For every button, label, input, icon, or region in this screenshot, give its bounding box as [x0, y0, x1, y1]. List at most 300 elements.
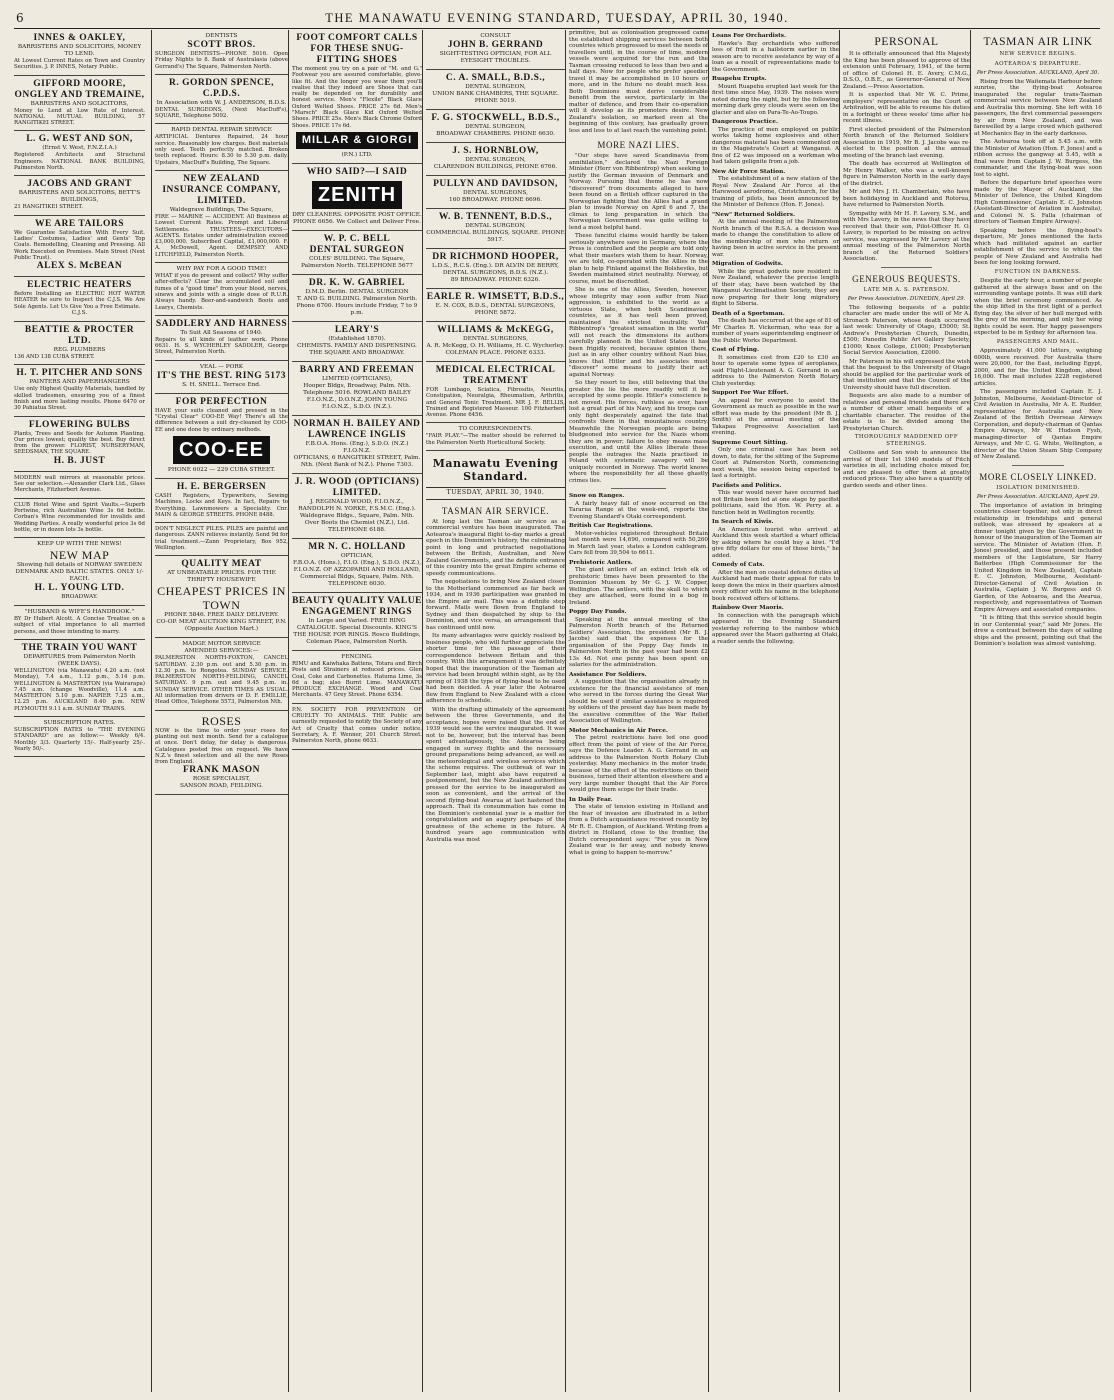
snippet-text: Only one criminal case has been set down, to date, for the sitting of the Supreme Court at Palmerston North, commencing next week, the session being expected to last a fortnight. [712, 447, 839, 479]
news-snippet [569, 797, 708, 857]
news-snippet [569, 560, 708, 607]
column-2-advertisements [151, 30, 288, 1392]
article-subheading: NEW SERVICE BEGINS. [999, 51, 1077, 57]
ad-subheading: In Association with W. J. ANDERSON, B.D.S. [156, 99, 287, 106]
ad-heading: WILLIAMS & McKEGG, [437, 325, 554, 335]
page-number: 6 [16, 11, 25, 25]
ad-subheading: (Ernst V. West, F.N.Z.I.A.) [42, 145, 117, 152]
article-headline: TASMAN AIR SERVICE. [441, 505, 550, 516]
ad-subheading: NEW MAP [49, 548, 110, 563]
article-paragraph: The negotiations to bring New Zealand closer to the Motherland commenced as far back as 1934, and in 1936 participation was granted in the Empire air mail. This was a definite step forward. Mails were flown from England to Sydney and then despatched by ship to the Dominion, and vice versa, an arrangement that has continued until now. [426, 579, 565, 631]
ad-heading: H. T. PITCHER AND SONS [16, 368, 143, 379]
ad-heading: W. P. C. BELL [323, 233, 391, 244]
ad-perfection [155, 394, 288, 479]
snippet-text: An American tourist who arrived at Auckland this week startled a wharf official by asking where he could buy a kiwi. "I'd give fifty dollars for one of those birds," he added. [712, 526, 839, 559]
ad-text: BROADWAY CHAMBERS. PHONE 6630. [436, 131, 555, 137]
ad-subheading: ALEX S. McBEAN [36, 261, 123, 272]
ad-heading: KEEP UP WITH THE NEWS! [37, 541, 122, 548]
ad-heading: FENCING. [341, 653, 373, 660]
page-masthead [14, 8, 1100, 29]
ad-wimsett [426, 289, 565, 322]
ad-tailors [14, 216, 145, 277]
ad-text: WHAT if you do present and collect? Why suffer after-effects? Clear the accumulated soil and fumes of a "good time" from your blood, nerves, sinews and joints with a single dose of R.U.R. Always handy. Beer-and-sandwich Boots and Learys, Chemists. [155, 273, 288, 311]
ad-subheading: BROADWAY. [61, 594, 98, 601]
news-snippet [712, 119, 839, 166]
snippet-heading: Rainbow Over Maoris. [712, 605, 784, 611]
ad-small [426, 70, 565, 110]
zenith-logo: ZENITH [312, 181, 402, 209]
ad-beattie-procter [14, 322, 145, 365]
ad-subheading: JOHN B. GERRAND [447, 40, 544, 50]
snippet-text: In connection with the paragraph which appeared in the Evening Standard yesterday referring to the rainbow which appeared over the Maori gathering at Otaki, a reader sends the following. [712, 612, 839, 645]
ad-text: A. R. McKegg, O. H. Williams, H. C. Wycherley. COLEMAN PLACE. PHONE 6333. [426, 343, 565, 356]
ad-heading: W. B. TENNENT, B.D.S., [438, 212, 553, 222]
ad-subheading: DENTAL SURGEON, [465, 223, 526, 229]
ad-text: ARTIFICIAL Dentures Repaired, 24 hour service. Reasonably low charges. Best materials only used. Teeth perfectly matched. Broken teeth replaced. Hours: 8.30 to 5.30 p.m. daily. Upstairs, MacDuff's Building, The Square. [155, 134, 288, 166]
ad-text: SUBSCRIPTION RATES to "THE EVENING STANDARD" are as follow:— Weekly 6/4. Monthly 3/3. Quarterly 15/-. Half-yearly 25/-. Yearly 50/-. [14, 727, 145, 752]
snippet-text: Speaking at the annual meeting of the Palmerston North branch of the Returned Soldiers' Association, the president (Mr B. J. Jacobs) said that the expenses for the organisation of the Poppy Day funds in Palmerston North in the past year had been £2 13s 4d. Not one penny has been spent on salaries for the administration. [569, 616, 708, 668]
snippet-heading: Support For War Effort. [712, 390, 789, 396]
snippet-text: This war would never have occurred had not Britain been led at one stage by pacifist politicians, said the Hon. W. Perry at a function held in Wellington recently. [712, 490, 839, 516]
snippet-heading: Motor Mechanics in Air Force. [569, 727, 668, 734]
ad-saddlery [155, 316, 288, 361]
news-snippet [712, 169, 839, 209]
ad-text: Registered Architects and Structural Engineers. NATIONAL BANK BUILDING, Palmerston North. [14, 152, 145, 172]
ad-heading: J. R. WOOD (OPTICIANS) LIMITED. [294, 476, 420, 498]
ad-pitcher-and-sons [14, 365, 145, 416]
ad-text: DON'T NEGLECT PILES. PILES are painful and dangerous. ZANN relieves instantly. Send 9d for trial treatment.—Zann Proprietary, Box 952, Wellington. [155, 526, 288, 551]
ad-jr-wood [292, 474, 422, 539]
ad-text: Waldegrave Bldgs., Square, Palm. Nth. Over Boots the Chemist (N.Z.), Ltd. TELEPHONE 6188. [299, 512, 415, 533]
ad-subheading: DENTAL SURGEON, [465, 84, 526, 90]
ad-subheading: ROSE SPECIALIST, [192, 776, 251, 783]
ad-good-time [155, 263, 288, 316]
ad-heading: CONSULT [480, 33, 511, 39]
article-paragraph: primitive, but as colonisation progressed came the established shipping services between both countries which progressed to meet the needs of travellers until, in the course of time, modern vessels were acquired for the run and the Tasman crossing reduced to less than two and a half days. Now for people who prefer speedier travel it may be accomplished in 10 hours or more, and in the future no doubt much less. Both Dominions must derive considerable benefit from the service, particularly in the matter of defence, and from their co-operation will it develop as its promoters desire. New Zealand's isolation, so marked even at the beginning of this century, has gradually grown less and less to at last reach the vanishing point. [569, 30, 708, 134]
column-5 [565, 30, 708, 1392]
article-paragraph: Mr Paterson in his will expressed the wish that the bequest to the University of Otago should be applied for the particular work of that institution and that the Council of the University should have full discretion. [843, 358, 970, 391]
ad-subheading: AT UNBEATABLE PRICES. FOR THE THRIFTY HOUSEWIFE [167, 570, 276, 584]
ad-text: NOW is the time to order your roses for planting out next month. Send for a catalogue at once. Don't delay, for delay is dangerous. Catalogues posted free on request. We have N.Z.'s finest selection and all the new Roses from England. [155, 727, 288, 766]
article-paragraph: It is expected that Mr W. C. Prime, employers' representative on the Court of Arbitration, will be able to resume his duties in a fortnight or three weeks' time after his recent illness. [843, 92, 970, 124]
ad-text: Showing full details of NORWAY SWEDEN DENMARK AND BALTIC STATES. ONLY 1/- EACH. [15, 562, 144, 583]
news-snippet [569, 672, 708, 725]
news-snippet [569, 609, 708, 669]
news-snippet [712, 440, 839, 480]
article-headline: MORE NAZI LIES. [597, 140, 680, 150]
snippet-heading: Prehistoric Antlers. [569, 559, 633, 566]
article-paragraph: The importance of aviation in bringing countries closer together, not only in direct relationship in friendships and general outlook, was stressed by speakers at a dinner tonight given by the Government in honour of the inauguration of the Tasman air service. The Minister of Aviation (Hon. F. Jones) presided, and those present included members of the Legislature, Sir Harry Batterbee (High Commissioner for the United Kingdom in New Zealand), Captain E. C. Johnston, Melbourne, Assistant-Director-General of Civil Aviation in Australia, Captain J. W. Burgess and O. Garden, of the Aotearoa, and the Awarua, respectively, and representatives of Tasman Empire Airways and associated companies. [974, 502, 1102, 613]
article-headline: PERSONAL [874, 36, 939, 48]
ad-text: FOR Lumbago, Sciatica, Fibrositis, Neuritis, Constipation, Neuralgia, Rheumatism, Arthritis, and General Tonic Treatment. MR J. F. BELLIS, Trained and Registered Masseur. 100 Fitzherbert Avenue. Phone 6456. [426, 387, 565, 419]
ad-heading: DR RICHMOND HOOPER, [432, 252, 559, 262]
snippet-text: While the great godwits now resident in New Zealand, whatever the precise length of their stay, have been watched by the Wanganui Acclimatisation Society, they are now preparing for their long migratory flight to Siberia. [712, 268, 839, 307]
ad-text: At Lowest Current Rates on Town and Country Securities. J. P. INNES, Notary Public. [14, 58, 145, 71]
ad-text: CLUB Hotel Wine and Spirit Vaults.—Superb Portwine, rich Australian Wine 3s 6d bottle. Corban's Wine recommended for invalids and Wedding Parties. A really wonderful price 3s 6d bottle, or in dozen lots 3s bottle. [14, 501, 145, 533]
ad-heading: WHY PAY FOR A GOOD TIME! [176, 266, 267, 273]
ad-text: FIRE — MARINE — ACCIDENT. All Business at Lowest Current Rates. Prompt and Liberal Settlements. TRUSTEES—EXECUTORS—AGENTS. Estates under administration exceed £3,000,000. Subscribed Capital, £1,000,000. F. A. McDowell, Agent. DEMPSEY AND LITCHFIELD, Palmerston North. [155, 213, 288, 258]
article-paragraph: Despite the early hour, a number of people gathered at the airways base and on the surrounding vantage points. It was still dark when the brief ceremony commenced. As the ship lifted in the first light of a perfect flying day, the silver of her hull merged with the grey of the morning, and only her wing lights could be seen. Her happy passengers expected to be in Sydney for afternoon tea. [974, 278, 1102, 336]
snippet-heading: New Air Force Station. [712, 168, 786, 175]
ad-subheading: IT'S THE BEST. RING 5173 [156, 370, 287, 381]
ad-electric-heaters [14, 277, 145, 322]
ad-text: RIMU and Kaiwhaka Battens, Totara and Birch Posts and Strainers at reduced prices. Glen Coal, Coke and Carbonettes. Hatuma Lime, 3s 6d a bag; also Burnt Lime. MANAWATU PRODUCE EXCHANGE. Wood and Coal Merchants. 47 Grey Street. Phone 6354. [292, 660, 422, 699]
snippet-heading: Assistance For Soldiers. [569, 671, 647, 678]
ad-jacobs-grant [14, 176, 145, 215]
ad-subheading: Waldegrave Buildings, The Square, [169, 206, 274, 213]
ad-flowering-bulbs [14, 417, 145, 472]
ad-bailey-inglis [292, 416, 422, 474]
article-paragraph: Its many advantages were quickly realised by business people, who will further appreciate the shorter time for the passage of their correspondence between Britain and this country. With this arrangement it was definitely hoped that the inauguration of the Tasman air service had been brought within sight, as by the spring of 1938 the type of flying-boat to be used had been decided. A year later the Aotearoa flew from England to New Zealand with a close adherence to schedule. [426, 633, 565, 705]
ad-text: DRY CLEANERS. OPPOSITE POST OFFICE. PHONE 6656. We Collect and Deliver Free. [292, 211, 422, 225]
ad-subheading: (Established 1870). [328, 335, 386, 342]
snippet-text: The establishment of a new station of the Royal New Zealand Air Force at the Harewood aerodrome, Christchurch, for the training of pilots, has been announced by the Minister of Defence (Hon. F. Jones). [712, 176, 839, 208]
ad-heading: ENGAGEMENT RINGS [302, 606, 412, 617]
news-snippet [712, 562, 839, 602]
snippet-heading: Poppy Day Funds. [569, 609, 627, 615]
ad-text: We Guarantee Satisfaction With Every Suit. Ladies' Costumes, Ladies' and Gents' Top Coats. Remodelling, Cleaning and Pressing. All Work Executed on Premises. Main Street (Next Public Trust). [14, 229, 145, 261]
ad-text: 21 RANGITIKEI STREET. [14, 204, 83, 211]
column-8 [970, 30, 1102, 1392]
article-paragraph: Bequests are also made to a number of relatives and personal friends and there are a number of other small bequests of a charitable character. The residue of the estate is to be divided among the Presbyterian Church. [843, 393, 970, 432]
ad-heading: BEATTIE & PROCTER LTD. [24, 325, 135, 347]
ad-heading: QUALITY MEAT [181, 559, 262, 570]
ad-learys [292, 322, 422, 362]
article-paragraph: The Aotearoa took off at 5.45 a.m. with the Minister of Aviation (Hon. F. Jones) and a ribbon across the gangway at 5.45, with a final wave from Captain J. W. Burgess, the commander, and the flying-boat was soon lost to sight. [974, 139, 1102, 178]
snippet-text: At the annual meeting of the Palmerston North branch of the R.S.A. a decision was made to change the constitution to allow of the membership of men who return or having been in active service in the present war. [712, 219, 839, 258]
ad-text: T. AND G. BUILDING. Palmerston North. Phone 6700. Hours include Friday, 7 to 9 p.m. [296, 295, 418, 316]
snippet-heading: Comedy of Cats. [712, 562, 765, 568]
ad-barry-freeman [292, 362, 422, 416]
ad-text: UNION BANK CHAMBERS, THE SQUARE. PHONE 5019. [432, 91, 559, 104]
ad-subheading: (P.N.) LTD. [341, 151, 373, 158]
snippet-heading: In Daily Fear. [569, 796, 613, 803]
ad-subheading: DENTAL SURGEON [309, 244, 405, 255]
ad-subheading: E. N. COX, B.D.S., DENTAL SURGEONS, [435, 303, 556, 309]
snippet-heading: "New" Returned Soldiers. [712, 211, 795, 218]
ad-heading: R. GORDON SPENCE, C.P.D.S. [168, 77, 275, 99]
ad-text: Repairs to all kinds of leather work. Phone 6631. H. S. WYCHERLEY SADDLER, George Street, Palmerston North. [155, 336, 288, 356]
ad-heading: DR. K. W. GABRIEL [308, 277, 406, 288]
ad-text: CLARENDON BUILDINGS, PHONE 6766. [433, 164, 558, 170]
snippet-text: The practice of men employed on public works taking home explosives and other dangerous material has been commented on in the Magistrate's Court at Wanganui. A fine of £2 was imposed on a workman who had taken gelignite from a job. [712, 126, 839, 165]
ad-text: Plants, Trees and Seeds for Autumn Planting. Our prices lowest; quality the best. Buy direct from the grower. FLORIST, NURSERYMAN, SEEDSMAN, THE SQUARE. [14, 430, 145, 456]
ad-heading: TO CORRESPONDENTS. [458, 426, 533, 433]
ad-heading: RAPID DENTAL REPAIR SERVICE [171, 127, 272, 134]
ad-tennent [426, 209, 565, 249]
ad-text: Hooper Bldgs, Broadway, Palm. Nth. Telephone 5016. ROWLAND BAILEY F.I.O.N.Z., D.O.N.Z. JOHN YOUNG F.I.O.N.Z., S.D.O. (N.Z.). [303, 382, 411, 410]
ad-text: SANSON ROAD, FEILDING. [180, 783, 263, 790]
snippet-text: A suggestion that the organisation already in existence for the financial assistance of men who served in the forces during the Great War should be used if similar assistance is required by soldiers of the present day has been made by the executive committee of the War Relief Association of Wellington. [569, 679, 708, 724]
article-paragraph: The death has occurred at Wellington of Mr Henry Walker, who was a well-known figure in Palmerston North in the early days of the district. [843, 161, 970, 187]
ad-text: In Large and Varied. FREE RING CATALOGUE. Special Discounts. KING'S THE HOUSE FOR RINGS. Rosco Buildings, Coleman Place, Palmerston North. [293, 617, 421, 645]
ad-subheading: DENTAL SURGEON, [465, 157, 526, 163]
article-paragraph: So they resort to lies, still believing that the greater the lie the more readily will it be accepted by some people. Hitler's conscience is not moved. His forces, ruthless as ever, have lost a great part of his Navy, and his troops can only fight desperately against the fate that confronts them in that mountainous country. Meanwhile the Norwegian people are being bludgeoned into service for the Nazis whom they are in power; failure to obey means mass execution, and until the Allies liberate these people the outrages the Nazis practised in Poland with systematic savagery will be uniquely recorded in Norway. The world knows where the responsibility for all these ghastly crimes lies. [569, 380, 708, 484]
ad-scott-bros [155, 30, 288, 75]
ad-heading: NORMAN H. BAILEY AND LAWRENCE INGLIS [293, 418, 421, 440]
snippet-heading: Ruapehu Erupts. [712, 76, 767, 82]
ad-subheading: BARRISTERS AND SOLICITORS, MONEY TO LEND. [17, 44, 142, 57]
editorial-tasman-air-service [426, 506, 565, 844]
article-headline: TASMAN AIR LINK [983, 36, 1093, 48]
ad-heading: GIFFORD MOORE, ONGLEY AND TREMAINE, [14, 78, 145, 100]
ad-gerrand [426, 30, 565, 70]
ad-club-hotel [14, 499, 145, 538]
ad-quality-meat [155, 556, 288, 638]
ad-subheading: BEAUTY QUALITY VALUE [292, 595, 422, 606]
ad-heading: FLOWERING BULBS [28, 419, 131, 430]
ad-stockwell [426, 110, 565, 143]
divider [1012, 465, 1063, 466]
news-snippet [712, 483, 839, 517]
ad-subheading: To Suit All Seasons of 1940. [180, 329, 263, 336]
article-subheading: ISOLATION DIMINISHED. [996, 484, 1080, 491]
article-paragraph: It is officially announced that His Majesty the King has been pleased to approve of the extension until February, 1941, of the term of office of Colonel H. E. Avery, C.M.G., D.S.O., O.B.E., as Governor-General of New Zealand.—Press Association. [843, 51, 970, 90]
ad-text: CHEMISTS. FAMILY AND DISPENSING. THE SQUARE AND BROADWAY. [297, 342, 417, 356]
ad-text: F.B.O.A. (Hons.), F.I.O. (Eng.), S.D.O. (N.Z.), F.I.O.N.Z. OF AZZOPARDI AND HOLLAND, Commercial Bldgs, Square, Palm. Nth. TELEPHONE 6030. [292, 559, 422, 587]
ad-text: The moment you try on a pair of "M. and G." Footwear you are assured comfortable, glove-like fit. And the longer you wear them you'll realise that they indeed are Shoes that can really be depended on for durability and honest service. Men's "Flexile" Black Glace Oxford Welted Shoes. PRICE 27s 6d. Men's "Marsch" Black Glace Kid Oxford Welted Shoes. PRICE 25s. Men's Black Chrome Oxford Shoes. PRICE 17s 6d. [292, 66, 422, 129]
ad-subheading: C.J.S. [71, 310, 88, 317]
column-6 [708, 30, 839, 1392]
ad-heading: H. L. YOUNG LTD. [34, 583, 125, 594]
ad-heading: WHO SAID?—I SAID [306, 166, 408, 177]
ad-heading: J. S. HORNBLOW, [452, 146, 539, 156]
news-snippet [712, 347, 839, 387]
ad-gifford-moore [14, 76, 145, 132]
snippet-text: The giant antlers of an extinct Irish elk of prehistoric times have been presented to the Dominion Museum by Mr G. J. W. Copper, Wellington. The antlers, with the skull to which they are attached, were found in a bog in Ireland. [569, 567, 708, 606]
snippet-heading: Death of a Sportsman. [712, 310, 785, 317]
ad-holland [292, 539, 422, 593]
paper-nameplate: Manawatu Evening Standard. [432, 457, 559, 484]
ad-heading: CHEAPEST PRICES IN TOWN [157, 584, 286, 613]
column-1-advertisements [14, 30, 148, 1392]
ad-subheading: LIMITED (OPTICIANS), [321, 375, 393, 382]
ad-williams-mckegg [426, 322, 565, 362]
snippet-text: The petrol restrictions have led one good effect from the point of view of the Air Force, says the Defence Leader. A. G. Gerrand in an address to the Palmerston North Rotary Club yesterday. Many mechanics in the motor trade, because of the effect of the restrictions on their business, turned their attention elsewhere and a very large number thought that the Air Force would give them scope for their trade. [569, 735, 708, 793]
ad-fencing [292, 651, 422, 704]
snippet-heading: Cost of Flying. [712, 347, 759, 353]
article-subheading: PASSENGERS AND MAIL. [996, 338, 1080, 345]
ad-wpc-bell [292, 231, 422, 275]
snippet-heading: British Car Registrations. [569, 523, 653, 529]
ad-train-timetable [14, 640, 145, 717]
editorial-dateline: TUESDAY, APRIL 30, 1940. [426, 487, 565, 500]
cooee-logo: COO-EE [173, 436, 270, 464]
ad-text: "FAIR PLAY."—The matter should be referred to the Palmerston North Horticultural Society. [426, 433, 565, 446]
ad-heading: THE TRAIN YOU WANT [21, 642, 138, 653]
column-4 [422, 30, 565, 1392]
column-3-advertisements [288, 30, 422, 1392]
ad-wall-mirrors [14, 472, 145, 499]
snippet-text: The state of tension existing in Holland and the fear of invasion are illustrated in a letter from a Dutch acquaintance received recently by Mr R. E. Champion, of Auckland. Writing from a district in Holland, close to the frontier, the Dutch correspondent says: "For you in New Zealand war is far away, and nobody knows what is going to happen to-morrow." [569, 804, 708, 856]
ad-subheading: "HUSBAND & WIFE'S HANDBOOK." [24, 609, 135, 616]
ad-subheading: DEPARTURES from Palmerston North (WEEK DAYS). [23, 653, 136, 667]
ad-heading: LEARY'S [334, 324, 380, 335]
article-paragraph: The following bequests of a public character are made under the will of Mr A. Stronach Paterson, whose death occurred last week: University of Otago, £5000; St. Andrew's Presbyterian Church, Dunedin, £500; Dunedin Public Art Gallery Society, £1000; Knox College, £1000; Presbyterian Social Service Association, £2000. [843, 304, 970, 356]
ad-heading: FOOT COMFORT CALLS FOR THESE SNUG-FITTING SHOES [296, 33, 418, 65]
newspaper-title: THE MANAWATU EVENING STANDARD, TUESDAY, APRIL 30, 1940. [325, 11, 789, 25]
to-correspondents [426, 423, 565, 451]
article-paragraph: These fanciful claims would hardly be taken seriously anywhere save in Germany, where the Press is controlled and the people are told only what their masters wish them to hear. Norway, we are told, co-operated with the Allies in the plan to help Finland against the Bolsheviks, but Sweden maintained strict neutrality. Norway, of course, must be discredited. [569, 233, 708, 285]
ad-pullyn-davidson [426, 176, 565, 209]
article-paragraph: "Our steps have saved Scandinavia from annihilation," declared the Nazi Foreign Minister (Herr von Ribbentrop) when seeking to justify the German invasion of Denmark and Norway. Pursuing that theme he has now "discovered" from documents alleged to have been found on a British officer captured in the Norwegian fighting that the Allies had a grand plan to invade Norway on April 6 and 7, the climax to long preparation in which the Norwegian Government was quite willing to lend a most helpful hand. [569, 153, 708, 231]
ad-text: WELLINGTON (via Manawatu) 4.20 a.m. (not Monday), 7.4 a.m., 1.12 p.m., 5.14 p.m. WELLINGTON & MASTERTON (via Wairarapa) 7.45 a.m. (change Woodville), 11.4 a.m. MASTERTON 5.10 p.m. NAPIER 7.25 a.m., 12.25 p.m. AUCKLAND 8.40 p.m. NEW PLYMOUTH 9.11 a.m. SUNDAY TRAINS. [14, 667, 145, 712]
ad-heading: ELECTRIC HEATERS [27, 280, 132, 291]
article-paragraph: With the drafting ultimately of the agreement between the three Governments, and its acceptance, hopes were raised that the end of 1939 would see the service inaugurated. It was not to be, however, but the interval has been spent advantageously, the Aotearoa being engaged in survey flights and the necessary ground preparations being advanced, as well as the meteorological and wireless services which the scheme requires. The outbreak of war in September last, might also have required a postponement, but the New Zealand authorities pressed for the service to be inaugurated as soon as convenient, and the arrival of the second flying-boat Awarua at last hastened the approach. That its consummation has come in the Dominion's centennial year is a matter for congratulation and an augury perhaps of the greatness of the scheme in the future. A hundred years ago communication with Australia was most [426, 706, 565, 843]
ad-text: Use only Highest Quality Materials, handled by skilled tradesmen, ensuring you of a finest finish and more lasting results. Phone 6470 or 30 Pahiatua Street. [14, 386, 145, 412]
ad-heading: INNES & OAKLEY, [33, 33, 126, 43]
ad-heading: BARRY AND FREEMAN [299, 364, 415, 375]
ad-piles [155, 523, 288, 556]
article-subheading: THOROUGHLY MADDENED OFF STEERINGS. [854, 434, 959, 447]
ad-subheading: L.D.S., R.C.S. (Eng.). DR ALVIN DE BERRY, DENTAL SURGEONS, B.D.S. (N.Z.). [431, 263, 559, 276]
snippet-heading: Supreme Court Sitting. [712, 439, 788, 446]
ad-subheading: BARRISTERS AND SOLICITORS, BETT'S BUILDINGS, [18, 190, 141, 204]
snippet-heading: In Search of Kiwis. [712, 519, 774, 525]
news-snippet [569, 523, 708, 557]
ad-heading: JACOBS AND GRANT [27, 179, 132, 190]
ad-gabriel [292, 275, 422, 322]
ad-text: OPTICIANS, 6 RANGITIKEI STREET, Palm. Nth. (Next Bank of N.Z.). Phone 7303. [293, 454, 421, 468]
article-paragraph: Approximately 41,000 letters, weighing 600lb, were received. For Australia there were 20,000, for the East, including Egypt, 2000, and for the United Kingdom, about 16,000. The mail includes 2228 registered articles. [974, 348, 1102, 387]
snippet-text: Motor-vehicles registered throughout Britain last month were 14,690, compared with 50,260 in March last year, states a London cablegram. Cars fell from 39,504 to 6611. [569, 530, 708, 556]
news-snippet [569, 493, 708, 520]
article-paragraph: The passengers included Captain E. J. Johnston, Melbourne, Assistant-Director of Civil Aviation in Australia, Mr A. E. Rudder, representative for Australia and New Zealand of the British Overseas Airways Corporation, and deputy-chairman of Qantas Empire Airways, Mr W. Hudson Fysh, managing-director of Qantas Empire Airways, and Mr C. G. White, Wellington, a director of the Union Steam Ship Company of New Zealand. [974, 389, 1102, 460]
ad-subscription-rates [14, 717, 145, 757]
article-subheading: AOTEAROA'S DEPARTURE. [994, 60, 1082, 67]
ad-innes-oakley [14, 30, 145, 76]
snippet-text: Hawke's Bay orchardists who suffered loss of fruit in a hailstorm earlier in the season are to receive assistance by way of a loan as a result of representations made to the Government. [712, 40, 839, 73]
ad-text: DENTAL SURGEONS, (Next MacDuff's), SQUARE, Telephone 5092. [155, 106, 288, 120]
snippet-text: The death has occurred at the age of 81 of Mr Charles R. Vickerman, who was for a number of years superintending engineer of the Public Works Department. [712, 318, 839, 344]
ad-subheading: F.B.O.A. Hons. (Eng.), S.D.O. (N.Z.) F.I.O.N.Z. [305, 440, 409, 454]
news-snippet [712, 261, 839, 308]
ad-text: Before Installing an ELECTRIC HOT WATER HEATER be sure to Inspect the C.J.S. We Are Sole Agents. Let Us Give You a Free Estimate. [14, 291, 145, 310]
ad-text: CO-OP. MEAT AUCTION KING STREET, P.N. (Opposite Auction Mart.) [156, 619, 287, 633]
ad-heading: NEW ZEALAND INSURANCE COMPANY, LIMITED. [162, 173, 281, 206]
ad-text: P.N. SOCIETY FOR PREVENTION OF CRUELTY TO ANIMALS. THE Public are earnestly requested to notify the Society of any Act of Cruelty that comes under notice. Secretary, A. F. Wenner, 201 Church Street. Palmerston North, phone 6633. [292, 706, 422, 745]
ad-text: 89 BROADWAY. PHONE 6326. [450, 277, 541, 283]
ad-engagement-rings [292, 593, 422, 651]
article-paragraph: She is one of the Allies, Sweden, however, whose integrity may soon suffer from Nazi aggression, is exhibited to the world as a virtuous State, when both Scandinavian countries, as it has well been proved, maintained the strictest neutrality. Von Ribbentrop's "greatest sensation in the world" will not reach the dimensions its authors carefully planned. In the United States it has been frigidly received, because opinion there, just as in any other country without Nazi bias, knows that Hitler and his associates must "discover" some means to justify their act against Norway. [569, 287, 708, 378]
article-paragraph: At long last the Tasman air service as a commercial venture has been inaugurated. The Aotearoa's inaugural flight to-day marks a great epoch in this Dominion's history, the culminating point in long and protracted negotiations between the British, Australian, and New Zealand Governments, and the definite entrance of this country into the great Empire scheme of speedy communications. [426, 518, 565, 577]
news-snippet [712, 605, 839, 645]
article-byline: Per Press Association. AUCKLAND, April 29. [976, 494, 1100, 500]
ad-gordon-spence [155, 75, 288, 125]
ad-subheading: SCOTT BROS. [187, 40, 256, 50]
ad-husband-handbook [14, 606, 145, 640]
article-byline: Per Press Association. AUCKLAND, April 30. [976, 70, 1100, 76]
ad-heading: SUBSCRIPTION RATES. [43, 720, 116, 727]
ad-text: Money to Lend at Low Rate of Interest. NATIONAL MUTUAL BUILDING, 57 RANGITIKEI STREET. [14, 107, 145, 127]
ad-subheading: H. B. JUST [53, 455, 106, 466]
ad-spca [292, 704, 422, 750]
ad-text: SURGEON DENTISTS—PHONE 5016. Open Friday Nights to 8. Bank of Australasia (above Gerrand's) The Square, Palmerston North. [155, 51, 288, 70]
divider [881, 267, 932, 268]
news-snippet [712, 76, 839, 116]
ad-heading: SADDLERY AND HARNESS [155, 318, 288, 329]
ad-heading: FRANK MASON [182, 765, 260, 776]
ad-foot-comfort [292, 30, 422, 164]
ad-heading: EARLE R. WIMSETT, B.D.S., [426, 292, 565, 302]
snippet-heading: Snow on Ranges. [569, 493, 625, 499]
ad-medical-electrical [426, 362, 565, 423]
article-byline: Per Press Association. DUNEDIN, April 29. [847, 296, 966, 302]
ad-heading: F. G. STOCKWELL, B.D.S., [431, 113, 560, 123]
ad-heading: ROSES [201, 713, 242, 728]
ad-subheading: DENTAL SURGEONS, [463, 336, 528, 342]
article-subheading: LATE MR A. S. PATERSON. [863, 286, 950, 293]
news-snippet [569, 728, 708, 794]
news-snippet [712, 212, 839, 259]
ad-new-map [14, 538, 145, 606]
ad-heading: FOR PERFECTION [175, 396, 268, 407]
ad-west-and-son [14, 131, 145, 176]
ad-heading: C. A. SMALL, B.D.S., [445, 73, 546, 83]
ad-heading: MADGE MOTOR SERVICE [182, 641, 261, 648]
divider [611, 488, 667, 489]
snippet-text: A fairly heavy fall of snow occurred on the Tararua Range at the week-end, reports the Evening Standard's Otaki correspondent. [569, 500, 708, 520]
article-headline: MORE CLOSELY LINKED. [979, 471, 1097, 482]
ad-subheading: REG. PLUMBERS [53, 347, 106, 354]
ad-text: 160 BROADWAY. PHONE 6696. [449, 197, 542, 203]
snippet-heading: Loans For Orchardists. [712, 33, 787, 39]
ad-hornblow [426, 143, 565, 176]
ad-bergersen [155, 479, 288, 523]
news-snippet [712, 390, 839, 437]
snippet-text: Mount Ruapehu erupted last week for the first time since May, 1939. The noises were noted during the night, but by the following morning dark grey clouds were seen on the glacier and also on Para-Te-Ao-Toupo. [712, 83, 839, 116]
snippet-heading: Dangerous Practice. [712, 119, 778, 125]
ad-heading: MR N. C. HOLLAND [308, 541, 406, 552]
ad-subheading: BARRISTERS AND SOLICITORS, [30, 100, 129, 107]
news-snippet [712, 33, 839, 73]
ad-veal-pork [155, 361, 288, 394]
ad-text: MODERN wall mirrors at reasonable prices. See our selection.—Alexander Clark Ltd., Glass Merchants, Fitzherbert Avenue. [14, 474, 145, 494]
ad-heading: L. G. WEST AND SON, [26, 134, 133, 145]
ad-subheading: J. REGINALD WOOD, F.I.O.N.Z., RANDOLPH N. YORKE, F.S.M.C. (Eng.). [298, 498, 416, 512]
ad-text: S. H. SNELL. Terrace End. [182, 381, 261, 388]
ad-zenith [292, 164, 422, 231]
ad-text: COLES' BUILDING. The Square, Palmerston North. TELEPHONE 5677 [301, 255, 413, 269]
ad-subheading: PHONE 6022 — 229 CUBA STREET. [167, 466, 276, 473]
ad-subheading: PHONE 5846. FREE DAILY DELIVERY. [164, 612, 279, 619]
article-paragraph: Sympathy with Mr H. F. Lavery, S.M., and with Mrs Lavery, in the news that they have received that their son, Pilot-Officer H. O. Lavery, is reported to be missing on active service, was expressed by Mr Lavery at the annual meeting of the Palmerston North branch of the Returned Soldiers' Association. [843, 210, 970, 262]
ad-hooper [426, 249, 565, 289]
ad-text: SIGHT-TESTING OPTICIAN, FOR ALL EYESIGHT TROUBLES. [439, 51, 552, 64]
ad-heading: WE ARE TAILORS [34, 218, 124, 229]
snippet-heading: Pacifists and Politics. [712, 482, 782, 489]
ad-text: BY Dr Hubert Alcott. A Concise Treatise on a subject of vital importance to all married persons, and those intending to marry. [14, 616, 145, 635]
ad-heading: DENTISTS [205, 33, 238, 39]
ad-subheading: AMENDED SERVICES:— [184, 648, 259, 655]
ad-madge-motor [155, 638, 288, 710]
ad-roses [155, 711, 288, 796]
news-snippet [712, 519, 839, 559]
ad-heading: VEAL — PORK [199, 363, 244, 370]
ad-subheading: D.M.D. Berlin. DENTAL SURGEON [305, 288, 409, 295]
snippet-heading: Migration of Godwits. [712, 261, 783, 267]
ad-nz-insurance [155, 171, 288, 263]
article-paragraph: Speaking before the flying-boat's departure, Mr Jones mentioned the facts which had militated against an earlier establishment of the service to which the people of New Zealand and Australia had been for long looking forward. [974, 227, 1102, 266]
ad-dental-repair [155, 124, 288, 170]
ad-subheading: DENTAL SURGEON, [465, 124, 526, 130]
ad-text: HAVE your suits cleaned and pressed in the "Crystal Clear" COO-EE Way! There's all the difference between a suit dry-cleaned by COO-EE and one done by ordinary methods. [155, 407, 288, 433]
ad-text: PALMERSTON NORTH-FOXTON, CANCEL SATURDAY. 2.30 p.m. out and 5.30 p.m. in. 12.30 p.m. to Rongotea. SUNDAY SERVICE. PALMERSTON NORTH-FEILDING, CANCEL SATURDAY. 9 p.m. out and 9.45 p.m. in. SUNDAY SERVICE. OTHER TIMES AS USUAL. All information from drivers or D. F. EMILLIE, Head Office, Telephone 5573, Palmerston Nth. [155, 655, 288, 706]
ad-heading: H. E. BERGERSEN [176, 481, 267, 492]
millar-giorgi-logo: MILLAR & GIORGI [296, 132, 418, 149]
ad-subheading: PAINTERS AND PAPERHANGERS [29, 379, 130, 386]
snippet-text: After the men on coastal defence duties at Auckland had made their appeal for cats to keep down the mice in their quarters almost every officer with his name in the telephone book received offers of kittens. [712, 569, 839, 602]
